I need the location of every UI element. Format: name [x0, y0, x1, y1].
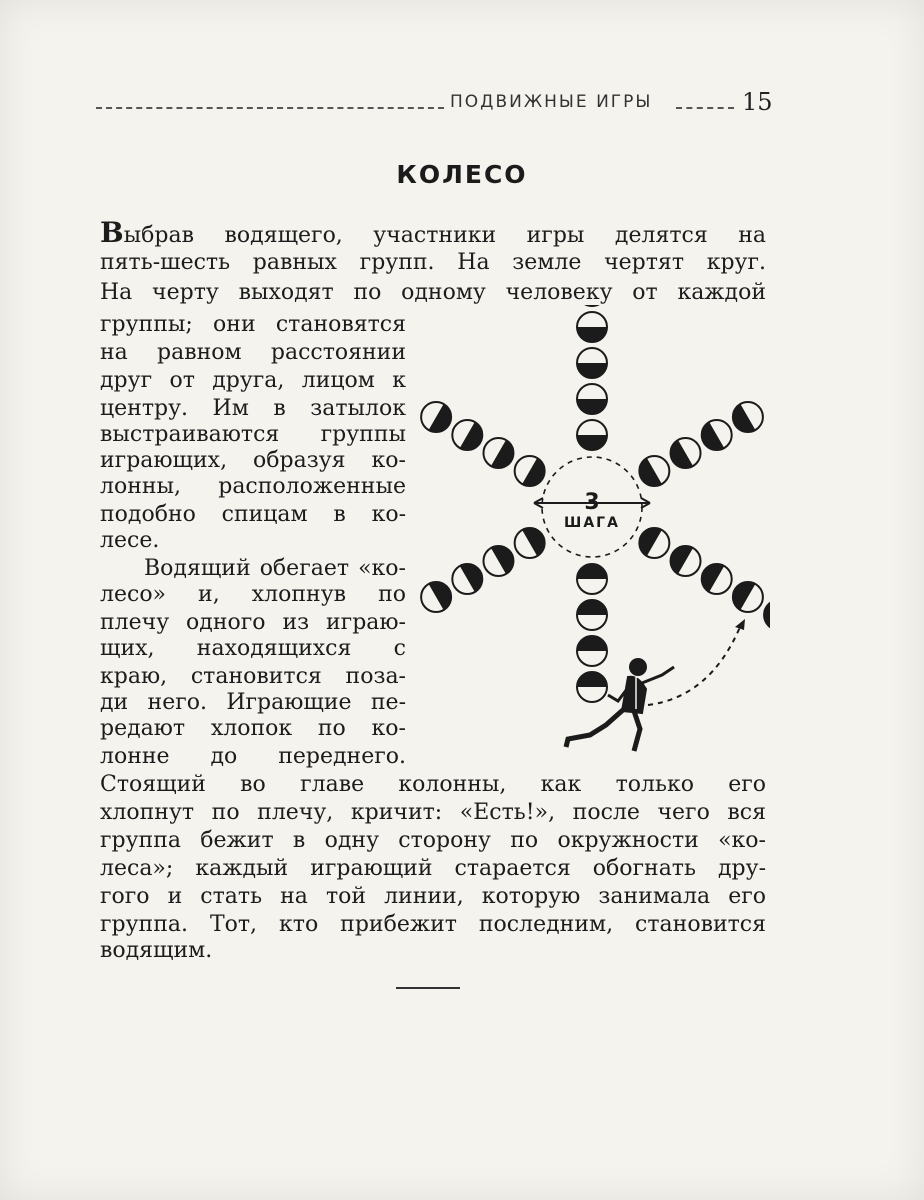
header-rule-left	[96, 107, 444, 109]
text-line: ди него. Играющие пе-	[100, 690, 406, 715]
player-marker	[577, 564, 607, 594]
text-line: щих, находящихся с	[100, 636, 406, 661]
runner-figure	[566, 658, 674, 751]
player-marker	[733, 582, 763, 612]
player-marker	[483, 438, 513, 468]
end-rule	[396, 987, 460, 989]
text-line: группа бежит в одну сторону по окружности «ко-	[100, 828, 766, 853]
player-marker	[671, 438, 701, 468]
player-marker	[639, 528, 669, 558]
text-line: Водящий обегает «ко-	[144, 556, 406, 581]
text-line: хлопнут по плечу, кричит: «Есть!», после чего вся	[100, 800, 766, 825]
text-line: пять-шесть равных групп. На земле чертят круг.	[100, 250, 766, 275]
running-path-arrowhead	[735, 619, 745, 630]
running-header-title: ПОДВИЖНЫЕ ИГРЫ	[450, 92, 653, 112]
text-line: на равном расстоянии	[100, 340, 406, 365]
player-marker	[639, 456, 669, 486]
distance-number: 3	[584, 490, 600, 515]
player-marker	[733, 402, 763, 432]
player-marker	[577, 600, 607, 630]
player-marker	[702, 420, 732, 450]
text-line: редают хлопок по ко-	[100, 716, 406, 741]
text-line: леса»; каждый играющий старается обогнать дру-	[100, 856, 766, 881]
player-marker	[764, 600, 770, 630]
player-marker	[577, 384, 607, 414]
text-line: группы; они становятся	[100, 312, 406, 337]
text-line: выстраиваются группы	[100, 422, 406, 447]
text-line: лесе.	[100, 528, 160, 553]
text-line: подобно спицам в ко-	[100, 502, 406, 527]
text-line: группа. Тот, кто прибежит последним, становится	[100, 912, 766, 937]
player-marker	[421, 582, 451, 612]
player-marker	[577, 348, 607, 378]
page-number: 15	[742, 88, 773, 116]
text-line: На черту выходят по одному человеку от каждой	[100, 280, 766, 305]
distance-unit: ШАГА	[564, 515, 620, 531]
running-header	[96, 88, 773, 122]
text-line: Выбрав водящего, участники игры делятся на	[100, 216, 766, 249]
player-marker	[702, 564, 732, 594]
player-marker	[671, 546, 701, 576]
header-rule-right	[676, 107, 734, 109]
player-marker	[515, 528, 545, 558]
player-marker	[577, 672, 607, 702]
text-line: лонны, расположенные	[100, 474, 406, 499]
player-marker	[421, 402, 451, 432]
text-line: Стоящий во главе колонны, как только его	[100, 772, 766, 797]
player-marker	[452, 420, 482, 450]
text-line: центру. Им в затылок	[100, 396, 406, 421]
running-path-arrow	[648, 627, 740, 705]
player-marker	[483, 546, 513, 576]
wheel-game-illustration	[410, 305, 770, 765]
drop-cap: В	[100, 216, 124, 249]
text-line: друг от друга, лицом к	[100, 368, 406, 393]
text-line: лонне до переднего.	[100, 744, 406, 769]
player-marker	[577, 305, 607, 306]
text-line: водящим.	[100, 938, 213, 963]
text-line: гого и стать на той линии, которую занимала его	[100, 884, 766, 909]
text-line: играющих, образуя ко-	[100, 448, 406, 473]
text-line: плечу одного из играю-	[100, 610, 406, 635]
player-marker	[515, 456, 545, 486]
player-marker	[577, 636, 607, 666]
player-marker	[577, 420, 607, 450]
article-title: КОЛЕСО	[396, 160, 528, 189]
text-line: лесо» и, хлопнув по	[100, 582, 406, 607]
player-marker	[577, 312, 607, 342]
player-marker	[452, 564, 482, 594]
text-line: краю, становится поза-	[100, 664, 406, 689]
